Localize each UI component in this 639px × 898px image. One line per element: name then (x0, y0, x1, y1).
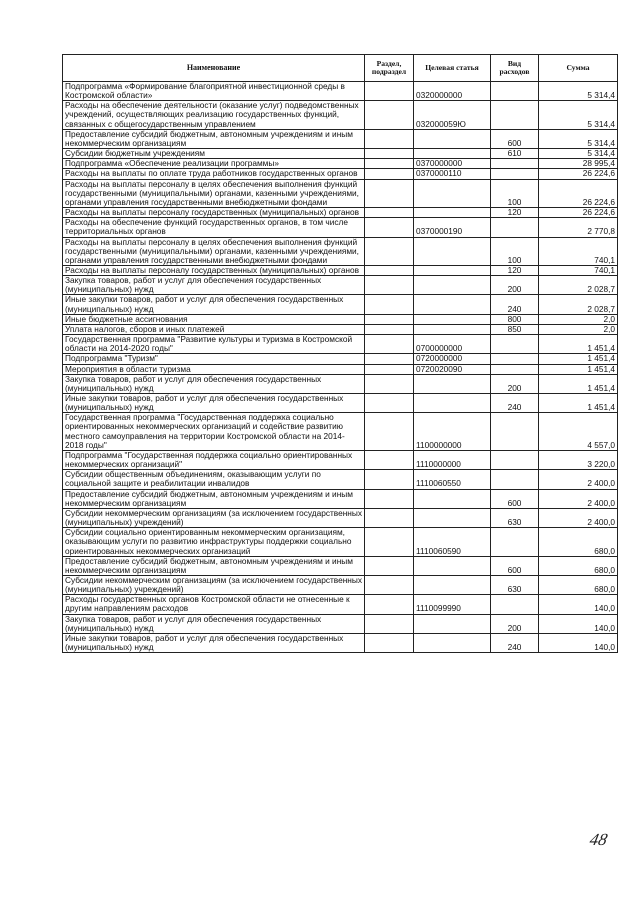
row-sum-cell: 1 451,4 (539, 394, 618, 413)
table-row (63, 556, 618, 575)
row-code-cell: 1110060550 (414, 470, 491, 489)
table-row (63, 633, 618, 652)
row-vid-cell: 600 (491, 489, 539, 508)
row-vid-cell (491, 169, 539, 179)
row-razdel-cell (365, 470, 414, 489)
row-vid-cell: 630 (491, 508, 539, 527)
table-row (63, 324, 618, 334)
row-name-cell: Подпрограмма "Государственная поддержка социально ориентированных некоммерческих организаций" (63, 450, 365, 469)
row-vid-cell: 630 (491, 575, 539, 594)
row-razdel-cell (365, 129, 414, 148)
header-sum: Сумма (539, 55, 618, 82)
row-name-cell: Подпрограмма «Формирование благоприятной инвестиционной среды в Костромской области» (63, 82, 365, 101)
row-sum-cell: 2 400,0 (539, 489, 618, 508)
table-row (63, 101, 618, 129)
row-vid-cell: 100 (491, 179, 539, 207)
row-razdel-cell (365, 595, 414, 614)
row-name-cell: Субсидии социально ориентированным некоммерческим организациям, оказывающим услуги по развитию инфраструктуры поддержки социально ориентированных некоммерческих организаций (63, 528, 365, 556)
row-razdel-cell (365, 159, 414, 169)
row-code-cell: 1110000000 (414, 450, 491, 469)
row-vid-cell: 600 (491, 556, 539, 575)
table-row (63, 295, 618, 314)
row-name-cell: Уплата налогов, сборов и иных платежей (63, 324, 365, 334)
row-name-cell: Подпрограмма "Туризм" (63, 354, 365, 364)
table-row (63, 364, 618, 374)
row-sum-cell: 2,0 (539, 314, 618, 324)
row-name-cell: Расходы на выплаты персоналу в целях обеспечения выполнения функций государственными (муниципальными) органами, казенными учреждениями, органами управления государственными внебюджетными фондами (63, 179, 365, 207)
row-name-cell: Иные бюджетные ассигнования (63, 314, 365, 324)
row-sum-cell: 5 314,4 (539, 149, 618, 159)
row-code-cell (414, 295, 491, 314)
row-razdel-cell (365, 276, 414, 295)
row-vid-cell: 200 (491, 276, 539, 295)
header-code: Целевая статья (414, 55, 491, 82)
row-code-cell (414, 556, 491, 575)
row-razdel-cell (365, 101, 414, 129)
row-razdel-cell (365, 489, 414, 508)
row-vid-cell (491, 364, 539, 374)
row-sum-cell: 1 451,4 (539, 354, 618, 364)
row-sum-cell: 2 770,8 (539, 218, 618, 237)
row-code-cell (414, 179, 491, 207)
row-code-cell: 0720020090 (414, 364, 491, 374)
row-name-cell: Субсидии общественным объединениям, оказывающим услуги по социальной защите и реабилитации инвалидов (63, 470, 365, 489)
row-vid-cell: 240 (491, 394, 539, 413)
row-razdel-cell (365, 614, 414, 633)
row-vid-cell: 240 (491, 633, 539, 652)
row-vid-cell (491, 218, 539, 237)
row-code-cell (414, 208, 491, 218)
row-razdel-cell (365, 169, 414, 179)
row-vid-cell (491, 470, 539, 489)
row-sum-cell: 2 400,0 (539, 508, 618, 527)
table-row (63, 413, 618, 451)
row-name-cell: Иные закупки товаров, работ и услуг для обеспечения государственных (муниципальных) нужд (63, 295, 365, 314)
row-vid-cell: 200 (491, 374, 539, 393)
row-name-cell: Субсидии некоммерческим организациям (за исключением государственных (муниципальных) учреждений) (63, 508, 365, 527)
table-row (63, 179, 618, 207)
table-row (63, 314, 618, 324)
row-name-cell: Мероприятия в области туризма (63, 364, 365, 374)
row-sum-cell: 26 224,6 (539, 179, 618, 207)
row-razdel-cell (365, 508, 414, 527)
table-row (63, 450, 618, 469)
row-sum-cell: 740,1 (539, 265, 618, 275)
row-razdel-cell (365, 218, 414, 237)
row-sum-cell: 4 557,0 (539, 413, 618, 451)
row-sum-cell: 1 451,4 (539, 335, 618, 354)
row-sum-cell: 1 451,4 (539, 374, 618, 393)
table-row (63, 575, 618, 594)
row-code-cell: 0720000000 (414, 354, 491, 364)
row-code-cell (414, 276, 491, 295)
row-razdel-cell (365, 179, 414, 207)
row-sum-cell: 26 224,6 (539, 169, 618, 179)
row-razdel-cell (365, 208, 414, 218)
row-sum-cell: 28 995,4 (539, 159, 618, 169)
row-razdel-cell (365, 354, 414, 364)
table-row (63, 374, 618, 393)
row-razdel-cell (365, 265, 414, 275)
table-row (63, 508, 618, 527)
row-sum-cell: 5 314,4 (539, 101, 618, 129)
row-vid-cell (491, 159, 539, 169)
row-code-cell (414, 614, 491, 633)
table-row (63, 208, 618, 218)
row-sum-cell: 680,0 (539, 528, 618, 556)
row-razdel-cell (365, 413, 414, 451)
row-code-cell: 0700000000 (414, 335, 491, 354)
row-razdel-cell (365, 575, 414, 594)
budget-table (62, 54, 618, 653)
row-code-cell (414, 508, 491, 527)
table-row (63, 595, 618, 614)
row-name-cell: Субсидии бюджетным учреждениям (63, 149, 365, 159)
row-code-cell (414, 129, 491, 148)
table-row (63, 149, 618, 159)
row-vid-cell: 800 (491, 314, 539, 324)
page-number: 48 (588, 830, 610, 849)
row-sum-cell: 680,0 (539, 556, 618, 575)
row-name-cell: Предоставление субсидий бюджетным, автономным учреждениям и иным некоммерческим организациям (63, 556, 365, 575)
row-razdel-cell (365, 335, 414, 354)
row-vid-cell: 850 (491, 324, 539, 334)
row-name-cell: Подпрограмма «Обеспечение реализации программы» (63, 159, 365, 169)
table-body (63, 82, 618, 653)
table-row (63, 276, 618, 295)
row-name-cell: Государственная программа "Развитие культуры и туризма в Костромской области на 2014-2020 годы" (63, 335, 365, 354)
row-code-cell: 1110060590 (414, 528, 491, 556)
row-sum-cell: 2 400,0 (539, 470, 618, 489)
table-row (63, 489, 618, 508)
row-vid-cell (491, 450, 539, 469)
row-code-cell (414, 575, 491, 594)
row-sum-cell: 140,0 (539, 614, 618, 633)
row-razdel-cell (365, 528, 414, 556)
row-sum-cell: 140,0 (539, 595, 618, 614)
row-name-cell: Расходы на выплаты персоналу государственных (муниципальных) органов (63, 208, 365, 218)
row-name-cell: Расходы на обеспечение деятельности (оказание услуг) подведомственных учреждений, осуществляющих реализацию государственных функций, связанных с общегосударственным управлением (63, 101, 365, 129)
row-vid-cell (491, 528, 539, 556)
row-code-cell (414, 324, 491, 334)
row-name-cell: Предоставление субсидий бюджетным, автономным учреждениям и иным некоммерческим организациям (63, 129, 365, 148)
header-razdel: Раздел, подраздел (365, 55, 414, 82)
row-sum-cell: 2 028,7 (539, 295, 618, 314)
row-vid-cell: 200 (491, 614, 539, 633)
row-sum-cell: 2 028,7 (539, 276, 618, 295)
row-razdel-cell (365, 556, 414, 575)
row-name-cell: Предоставление субсидий бюджетным, автономным учреждениям и иным некоммерческим организациям (63, 489, 365, 508)
table-row (63, 129, 618, 148)
row-sum-cell: 740,1 (539, 237, 618, 265)
header-vid: Вид расходов (491, 55, 539, 82)
table-header-row (63, 55, 618, 82)
row-razdel-cell (365, 633, 414, 652)
row-code-cell (414, 314, 491, 324)
row-sum-cell: 2,0 (539, 324, 618, 334)
header-name: Наименование (63, 55, 365, 82)
row-name-cell: Закупка товаров, работ и услуг для обеспечения государственных (муниципальных) нужд (63, 614, 365, 633)
row-sum-cell: 680,0 (539, 575, 618, 594)
row-name-cell: Субсидии некоммерческим организациям (за исключением государственных (муниципальных) учреждений) (63, 575, 365, 594)
row-vid-cell (491, 335, 539, 354)
row-sum-cell: 140,0 (539, 633, 618, 652)
row-vid-cell (491, 82, 539, 101)
row-name-cell: Расходы на выплаты персоналу в целях обеспечения выполнения функций государственными (муниципальными) органами, казенными учреждениями, органами управления государственными внебюджетными фондами (63, 237, 365, 265)
row-razdel-cell (365, 394, 414, 413)
table-row (63, 218, 618, 237)
row-vid-cell: 600 (491, 129, 539, 148)
row-code-cell (414, 374, 491, 393)
table-row (63, 237, 618, 265)
row-name-cell: Иные закупки товаров, работ и услуг для обеспечения государственных (муниципальных) нужд (63, 633, 365, 652)
row-vid-cell (491, 354, 539, 364)
row-vid-cell: 120 (491, 265, 539, 275)
table-row (63, 528, 618, 556)
row-code-cell: 1100000000 (414, 413, 491, 451)
row-vid-cell: 240 (491, 295, 539, 314)
row-code-cell (414, 265, 491, 275)
row-name-cell: Государственная программа "Государственная поддержка социально ориентированных некоммерческих организаций и содействие развитию местного самоуправления на территории Костромской области на 2014-2018 годы" (63, 413, 365, 451)
table-row (63, 470, 618, 489)
row-sum-cell: 5 314,4 (539, 129, 618, 148)
row-code-cell: 0370000110 (414, 169, 491, 179)
table-row (63, 614, 618, 633)
row-name-cell: Расходы на обеспечение функций государственных органов, в том числе территориальных органов (63, 218, 365, 237)
table-row (63, 159, 618, 169)
row-razdel-cell (365, 149, 414, 159)
table-row (63, 394, 618, 413)
row-vid-cell (491, 595, 539, 614)
row-razdel-cell (365, 314, 414, 324)
row-name-cell: Расходы на выплаты по оплате труда работников государственных органов (63, 169, 365, 179)
row-code-cell (414, 489, 491, 508)
row-razdel-cell (365, 237, 414, 265)
row-code-cell (414, 394, 491, 413)
row-sum-cell: 5 314,4 (539, 82, 618, 101)
row-code-cell (414, 149, 491, 159)
row-vid-cell (491, 101, 539, 129)
row-name-cell: Закупка товаров, работ и услуг для обеспечения государственных (муниципальных) нужд (63, 374, 365, 393)
row-vid-cell: 610 (491, 149, 539, 159)
row-vid-cell (491, 413, 539, 451)
row-vid-cell: 100 (491, 237, 539, 265)
row-sum-cell: 1 451,4 (539, 364, 618, 374)
row-code-cell (414, 633, 491, 652)
row-code-cell: 0320000000 (414, 82, 491, 101)
row-code-cell: 0370000000 (414, 159, 491, 169)
row-sum-cell: 26 224,6 (539, 208, 618, 218)
row-razdel-cell (365, 450, 414, 469)
row-vid-cell: 120 (491, 208, 539, 218)
row-name-cell: Расходы на выплаты персоналу государственных (муниципальных) органов (63, 265, 365, 275)
row-name-cell: Закупка товаров, работ и услуг для обеспечения государственных (муниципальных) нужд (63, 276, 365, 295)
row-name-cell: Иные закупки товаров, работ и услуг для обеспечения государственных (муниципальных) нужд (63, 394, 365, 413)
row-razdel-cell (365, 82, 414, 101)
row-razdel-cell (365, 364, 414, 374)
row-razdel-cell (365, 324, 414, 334)
row-razdel-cell (365, 295, 414, 314)
table-row (63, 265, 618, 275)
row-razdel-cell (365, 374, 414, 393)
row-code-cell: 0370000190 (414, 218, 491, 237)
row-code-cell: 1110099990 (414, 595, 491, 614)
table-row (63, 169, 618, 179)
table-row (63, 335, 618, 354)
row-sum-cell: 3 220,0 (539, 450, 618, 469)
table-row (63, 354, 618, 364)
row-code-cell (414, 237, 491, 265)
table-row (63, 82, 618, 101)
row-name-cell: Расходы государственных органов Костромской области не отнесенные к другим направлениям расходов (63, 595, 365, 614)
row-code-cell: 032000059Ю (414, 101, 491, 129)
